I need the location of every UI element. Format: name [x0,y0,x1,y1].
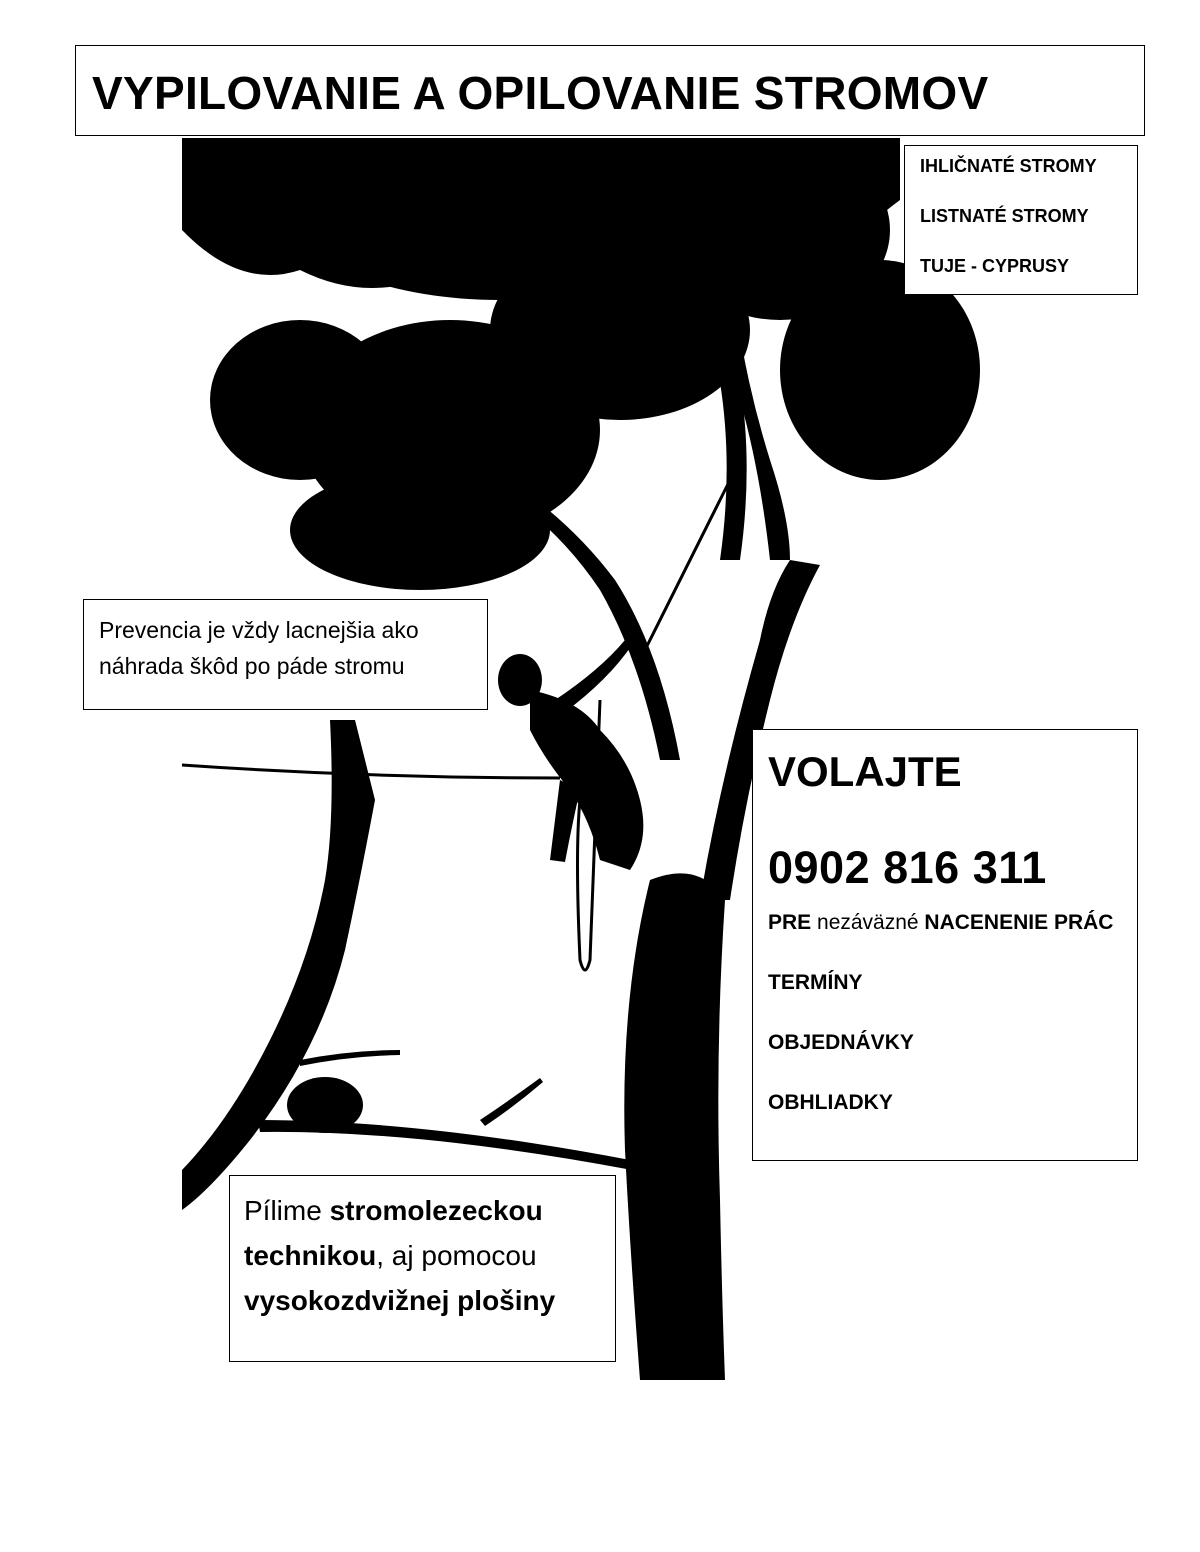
quote-prefix: PRE [768,911,818,934]
contact-box [752,729,1138,1161]
tree-type-item: LISTNATÉ STROMY [920,206,1089,226]
technique-bold: technikou [244,1240,377,1271]
rope-line [640,470,735,660]
title-box [75,45,1145,136]
contact-item: TERMÍNY [768,971,863,994]
technique-bold: vysokozdvižnej plošiny [244,1285,556,1316]
tree-type-item: TUJE - CYPRUSY [920,256,1070,276]
technique-text: , aj pomocou [376,1240,537,1271]
quote-suffix: NACENENIE PRÁC [918,911,1114,934]
canopy-upper [300,140,700,300]
contact-item: OBJEDNÁVKY [768,1031,914,1054]
cable-line [182,765,560,778]
quote-middle: nezáväzné [817,911,919,934]
call-label: VOLAJTE [768,748,962,795]
technique-text: Pílime [244,1195,330,1226]
page-title: VYPILOVANIE A OPILOVANIE STROMOV [92,67,989,119]
prevention-box [83,599,488,710]
technique-line-2 [244,1233,615,1278]
branch-lower-twig2 [480,1078,543,1126]
tree-type-item: IHLIČNATÉ STROMY [920,156,1097,176]
foliage-lower [287,1077,363,1133]
tree-types-box [904,145,1138,295]
contact-item: OBHLIADKY [768,1091,893,1114]
technique-line-3 [244,1278,615,1323]
technique-line-1 [244,1188,615,1233]
phone-number[interactable]: 0902 816 311 [768,842,1047,893]
prevention-line-2: náhrada škôd po páde stromu [99,653,405,679]
main-trunk [624,873,725,1380]
climber-legs [550,780,580,862]
quote-line [768,909,1137,969]
branch-lower-twig [300,1050,400,1066]
prevention-line-1: Prevencia je vždy lacnejšia ako [99,617,419,643]
climber-body [530,690,643,870]
technique-bold: stromolezeckou [329,1195,543,1226]
technique-box [229,1175,616,1362]
left-trunk [182,720,375,1210]
climber-arm [555,640,632,712]
